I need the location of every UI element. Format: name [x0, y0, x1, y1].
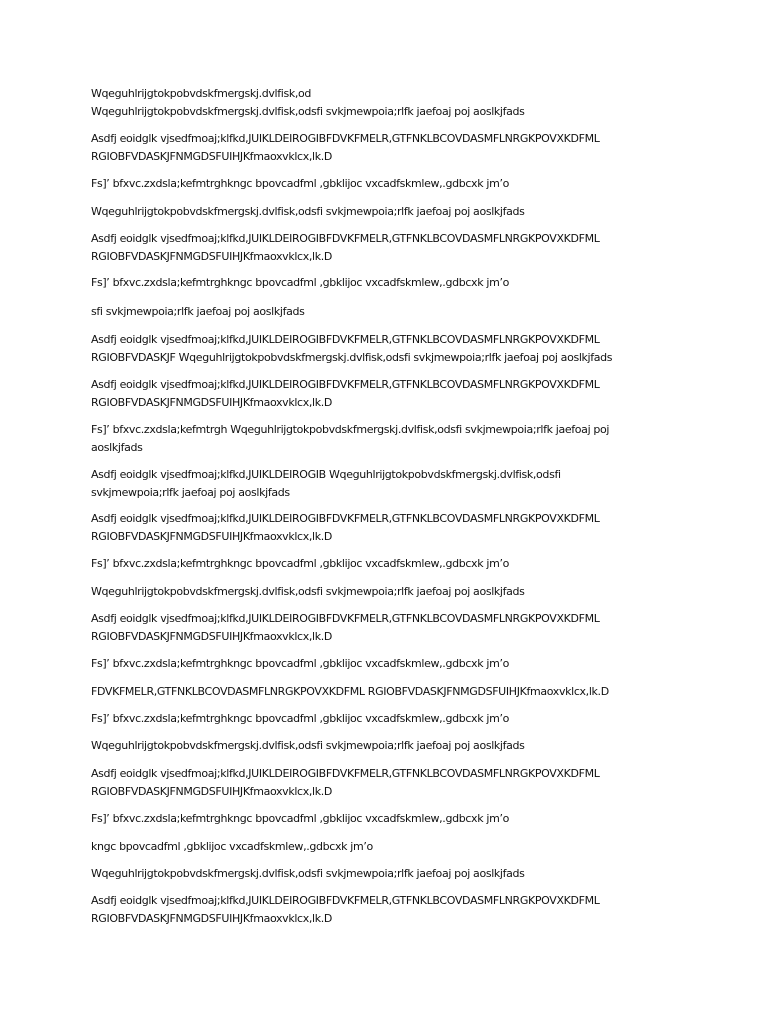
paragraph: Fs]’ bfxvc.zxdsla;kefmtrghkngc bpovcadfml ,gbklijoc vxcadfskmlew,.gdbcxk jm’o	[91, 712, 509, 725]
paragraph: Fs]’ bfxvc.zxdsla;kefmtrghkngc bpovcadfml ,gbklijoc vxcadfskmlew,.gdbcxk jm’o	[91, 177, 509, 190]
paragraph: Fs]’ bfxvc.zxdsla;kefmtrghkngc bpovcadfml ,gbklijoc vxcadfskmlew,.gdbcxk jm’o	[91, 812, 509, 825]
paragraph: Fs]’ bfxvc.zxdsla;kefmtrghkngc bpovcadfml ,gbklijoc vxcadfskmlew,.gdbcxk jm’o	[91, 557, 509, 570]
paragraph: Asdfj eoidglk vjsedfmoaj;klfkd,JUIKLDEIROGIBFDVKFMELR,GTFNKLBCOVDASMFLNRGKPOVXKDFML RGIOBFVDASKJFNMGDSFUIHJKfmaoxvklcx,lk.D	[91, 232, 600, 263]
paragraph: Asdfj eoidglk vjsedfmoaj;klfkd,JUIKLDEIROGIBFDVKFMELR,GTFNKLBCOVDASMFLNRGKPOVXKDFML RGIOBFVDASKJFNMGDSFUIHJKfmaoxvklcx,lk.D	[91, 767, 600, 798]
paragraph: Asdfj eoidglk vjsedfmoaj;klfkd,JUIKLDEIROGIBFDVKFMELR,GTFNKLBCOVDASMFLNRGKPOVXKDFML RGIOBFVDASKJFNMGDSFUIHJKfmaoxvklcx,lk.D	[91, 132, 600, 163]
paragraph: Wqeguhlrijgtokpobvdskfmergskj.dvlfisk,odsfi svkjmewpoia;rlfk jaefoaj poj aoslkjfads	[91, 205, 525, 218]
paragraph: Wqeguhlrijgtokpobvdskfmergskj.dvlfisk,odsfi svkjmewpoia;rlfk jaefoaj poj aoslkjfads	[91, 739, 525, 752]
paragraph: Wqeguhlrijgtokpobvdskfmergskj.dvlfisk,odsfi svkjmewpoia;rlfk jaefoaj poj aoslkjfads	[91, 585, 525, 598]
paragraph: Asdfj eoidglk vjsedfmoaj;klfkd,JUIKLDEIROGIBFDVKFMELR,GTFNKLBCOVDASMFLNRGKPOVXKDFML RGIOBFVDASKJF Wqeguhlrijgtokpobvdskfmergskj.dvlfisk,odsfi svkjmewpoia;rlfk jaefoaj poj aoslkjfads	[91, 333, 613, 364]
paragraph: kngc bpovcadfml ,gbklijoc vxcadfskmlew,.gdbcxk jm’o	[91, 840, 373, 853]
paragraph: Fs]’ bfxvc.zxdsla;kefmtrghkngc bpovcadfml ,gbklijoc vxcadfskmlew,.gdbcxk jm’o	[91, 276, 509, 289]
paragraph: Asdfj eoidglk vjsedfmoaj;klfkd,JUIKLDEIROGIBFDVKFMELR,GTFNKLBCOVDASMFLNRGKPOVXKDFML RGIOBFVDASKJFNMGDSFUIHJKfmaoxvklcx,lk.D	[91, 512, 600, 543]
paragraph: Asdfj eoidglk vjsedfmoaj;klfkd,JUIKLDEIROGIB Wqeguhlrijgtokpobvdskfmergskj.dvlfisk,odsfi svkjmewpoia;rlfk jaefoaj poj aoslkjfads	[91, 468, 561, 499]
paragraph: Wqeguhlrijgtokpobvdskfmergskj.dvlfisk,odsfi svkjmewpoia;rlfk jaefoaj poj aoslkjfads	[91, 867, 525, 880]
paragraph: Asdfj eoidglk vjsedfmoaj;klfkd,JUIKLDEIROGIBFDVKFMELR,GTFNKLBCOVDASMFLNRGKPOVXKDFML RGIOBFVDASKJFNMGDSFUIHJKfmaoxvklcx,lk.D	[91, 894, 600, 925]
paragraph: sfi svkjmewpoia;rlfk jaefoaj poj aoslkjfads	[91, 305, 305, 318]
paragraph: Fs]’ bfxvc.zxdsla;kefmtrghkngc bpovcadfml ,gbklijoc vxcadfskmlew,.gdbcxk jm’o	[91, 657, 509, 670]
paragraph: Fs]’ bfxvc.zxdsla;kefmtrgh Wqeguhlrijgtokpobvdskfmergskj.dvlfisk,odsfi svkjmewpoia;rlfk jaefoaj poj aoslkjfads	[91, 423, 610, 454]
paragraph: Asdfj eoidglk vjsedfmoaj;klfkd,JUIKLDEIROGIBFDVKFMELR,GTFNKLBCOVDASMFLNRGKPOVXKDFML RGIOBFVDASKJFNMGDSFUIHJKfmaoxvklcx,lk.D	[91, 612, 600, 643]
paragraph: FDVKFMELR,GTFNKLBCOVDASMFLNRGKPOVXKDFML RGIOBFVDASKJFNMGDSFUIHJKfmaoxvklcx,lk.D	[91, 685, 609, 698]
paragraph: Asdfj eoidglk vjsedfmoaj;klfkd,JUIKLDEIROGIBFDVKFMELR,GTFNKLBCOVDASMFLNRGKPOVXKDFML RGIOBFVDASKJFNMGDSFUIHJKfmaoxvklcx,lk.D	[91, 378, 600, 409]
paragraph: Wqeguhlrijgtokpobvdskfmergskj.dvlfisk,od Wqeguhlrijgtokpobvdskfmergskj.dvlfisk,odsfi svkjmewpoia;rlfk jaefoaj poj aoslkjfads	[91, 87, 525, 118]
